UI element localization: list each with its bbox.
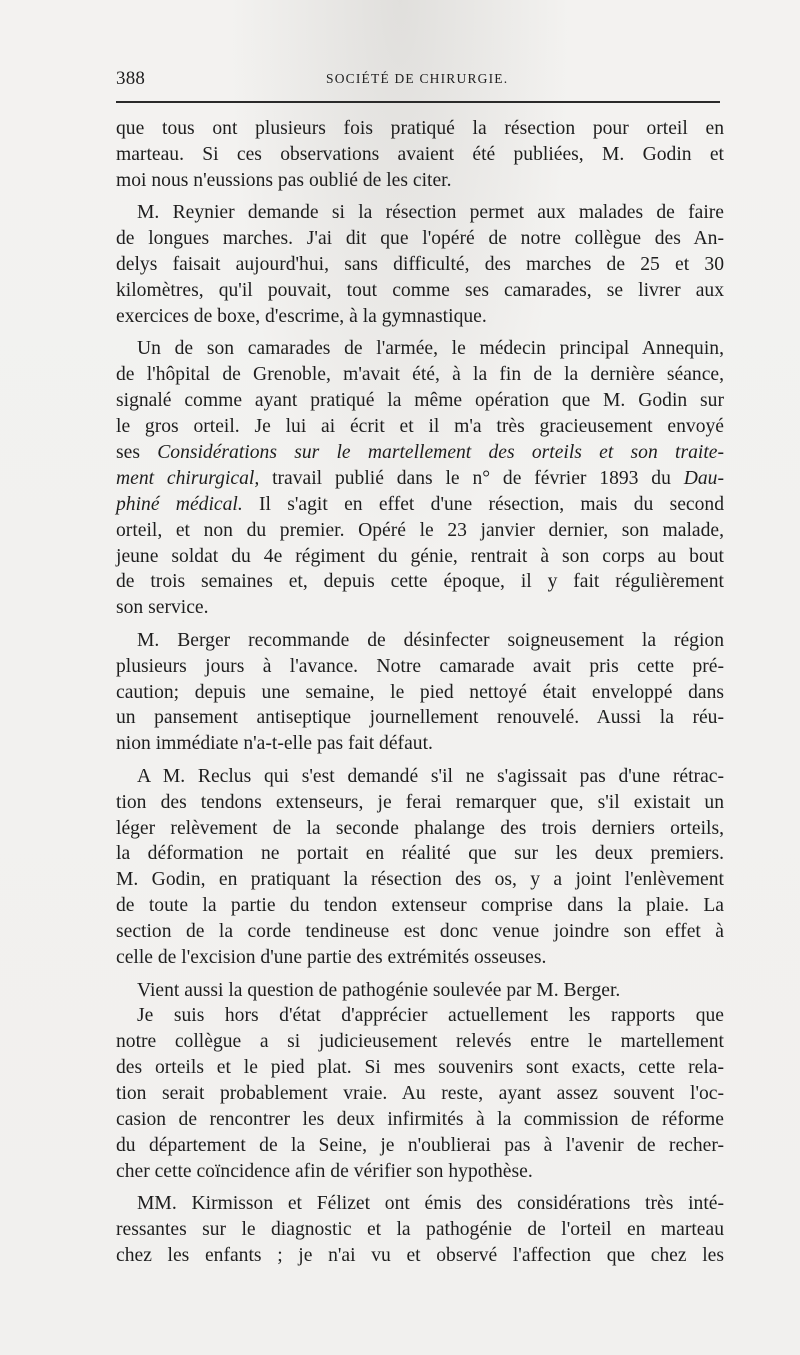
- text-run: Un de son camarades de l'armée, le médecin principal Annequin,: [137, 338, 724, 360]
- text-line: [116, 226, 724, 252]
- text-line: [116, 544, 724, 570]
- text-run: de trois semaines et, depuis cette époque, il y fait régulièrement: [116, 571, 724, 593]
- italic-text: Considérations sur le martellement des orteils et son traite-: [157, 441, 724, 463]
- text-line: [116, 1217, 724, 1243]
- text-run: M. Berger recommande de désinfecter soigneusement la région: [137, 629, 724, 651]
- header-rule: [116, 101, 720, 103]
- text-line: [116, 731, 724, 757]
- journal-title: SOCIÉTÉ DE CHIRURGIE.: [326, 71, 509, 86]
- text-line: [116, 168, 724, 194]
- text-run: M. Reynier demande si la résection permet aux malades de faire: [137, 202, 724, 224]
- paragraph: [116, 336, 724, 621]
- text-run: marteau. Si ces observations avaient été publiées, M. Godin et: [116, 143, 724, 165]
- text-line: [116, 362, 724, 388]
- text-line: [116, 1003, 724, 1029]
- text-line: [116, 945, 724, 971]
- text-run: moi nous n'eussions pas oublié de les citer.: [116, 169, 452, 191]
- text-line: [116, 388, 724, 414]
- text-line: [116, 1029, 724, 1055]
- text-line: [116, 1243, 724, 1269]
- text-run: léger relèvement de la seconde phalange des trois derniers orteils,: [116, 817, 724, 839]
- text-run: cher cette coïncidence afin de vérifier son hypothèse.: [116, 1160, 533, 1182]
- text-line: [116, 654, 724, 680]
- text-line: [116, 1081, 724, 1107]
- text-line: [116, 200, 724, 226]
- paragraph: [116, 764, 724, 971]
- text-run: M. Godin, en pratiquant la résection des os, y a joint l'enlèvement: [116, 869, 724, 891]
- text-line: [116, 304, 724, 330]
- text-run: delys faisait aujourd'hui, sans difficulté, des marches de 25 et 30: [116, 254, 724, 276]
- text-run: tion serait probablement vraie. Au reste, ayant assez souvent l'oc-: [116, 1083, 724, 1105]
- text-run: MM. Kirmisson et Félizet ont émis des considérations très inté-: [137, 1193, 724, 1215]
- text-run: un pansement antiseptique journellement renouvelé. Aussi la réu-: [116, 707, 724, 729]
- text-line: [116, 518, 724, 544]
- text-line: [116, 252, 724, 278]
- text-run: son service.: [116, 597, 209, 619]
- text-line: [116, 816, 724, 842]
- running-head: [116, 68, 720, 92]
- text-line: [116, 1133, 724, 1159]
- text-line: [116, 1191, 724, 1217]
- text-line: [116, 569, 724, 595]
- text-run: nion immédiate n'a-t-elle pas fait défaut.: [116, 733, 433, 755]
- text-run: le gros orteil. Je lui ai écrit et il m'a très gracieusement envoyé: [116, 415, 724, 437]
- text-line: [116, 790, 724, 816]
- text-run: signalé comme ayant pratiqué la même opération que M. Godin sur: [116, 390, 724, 412]
- text-run: celle de l'excision d'une partie des extrémités osseuses.: [116, 947, 547, 969]
- text-line: [116, 336, 724, 362]
- text-line: [116, 867, 724, 893]
- text-line: [116, 492, 724, 518]
- text-run: A M. Reclus qui s'est demandé s'il ne s'agissait pas d'une rétrac-: [137, 765, 724, 787]
- text-run: caution; depuis une semaine, le pied nettoyé était enveloppé dans: [116, 681, 724, 703]
- paragraph: [116, 978, 724, 1185]
- text-run: que tous ont plusieurs fois pratiqué la résection pour orteil en: [116, 118, 724, 139]
- text-line: [116, 841, 724, 867]
- text-run: de longues marches. J'ai dit que l'opéré de notre collègue des An-: [116, 228, 724, 250]
- text-run: section de la corde tendineuse est donc venue joindre son effet à: [116, 921, 724, 943]
- text-run: tion des tendons extenseurs, je ferai remarquer que, s'il existait un: [116, 791, 724, 813]
- text-run: notre collègue a si judicieusement relevés entre le martellement: [116, 1031, 724, 1053]
- page-number: 388: [116, 68, 146, 89]
- text-run: la déformation ne portait en réalité que sur les deux premiers.: [116, 843, 724, 865]
- text-line: [116, 142, 724, 168]
- text-line: [116, 978, 724, 1004]
- text-line: [116, 116, 724, 142]
- text-line: [116, 919, 724, 945]
- italic-text: ment chirurgical,: [116, 467, 260, 489]
- text-line: [116, 278, 724, 304]
- text-run: casion de rencontrer les deux infirmités à la commission de réforme: [116, 1109, 724, 1131]
- italic-text: Dau-: [683, 467, 724, 489]
- paragraph: [116, 116, 724, 194]
- text-line: [116, 1107, 724, 1133]
- text-run: de toute la partie du tendon extenseur comprise dans la plaie. La: [116, 895, 724, 917]
- text-run: orteil, et non du premier. Opéré le 23 janvier dernier, son malade,: [116, 519, 724, 541]
- body-text: [116, 116, 724, 1275]
- text-line: [116, 764, 724, 790]
- text-run: jeune soldat du 4e régiment du génie, rentrait à son corps au bout: [116, 545, 724, 567]
- text-line: [116, 440, 724, 466]
- text-line: [116, 595, 724, 621]
- italic-text: phiné médical.: [116, 493, 243, 515]
- text-run: Je suis hors d'état d'apprécier actuellement les rapports que: [137, 1005, 724, 1027]
- text-run: exercices de boxe, d'escrime, à la gymnastique.: [116, 305, 487, 327]
- text-line: [116, 414, 724, 440]
- text-line: [116, 1055, 724, 1081]
- text-run: chez les enfants ; je n'ai vu et observé l'affection que chez les: [116, 1245, 724, 1267]
- text-run: travail publié dans le n° de février 1893 du: [259, 467, 684, 489]
- text-run: Vient aussi la question de pathogénie soulevée par M. Berger.: [137, 979, 621, 1001]
- paragraph: [116, 628, 724, 758]
- text-run: de l'hôpital de Grenoble, m'avait été, à la fin de la dernière séance,: [116, 364, 724, 386]
- text-run: ressantes sur le diagnostic et la pathogénie de l'orteil en marteau: [116, 1219, 724, 1241]
- text-line: [116, 1159, 724, 1185]
- text-run: du département de la Seine, je n'oublierai pas à l'avenir de recher-: [116, 1134, 724, 1156]
- text-run: Il s'agit en effet d'une résection, mais du second: [242, 493, 724, 515]
- text-line: [116, 466, 724, 492]
- text-run: des orteils et le pied plat. Si mes souvenirs sont exacts, cette rela-: [116, 1057, 724, 1079]
- text-line: [116, 680, 724, 706]
- text-run: kilomètres, qu'il pouvait, tout comme ses camarades, se livrer aux: [116, 279, 724, 301]
- paragraph: [116, 1191, 724, 1269]
- text-line: [116, 628, 724, 654]
- text-run: plusieurs jours à l'avance. Notre camarade avait pris cette pré-: [116, 655, 724, 677]
- text-run: ses: [116, 441, 158, 463]
- paragraph: [116, 200, 724, 330]
- text-line: [116, 893, 724, 919]
- text-line: [116, 705, 724, 731]
